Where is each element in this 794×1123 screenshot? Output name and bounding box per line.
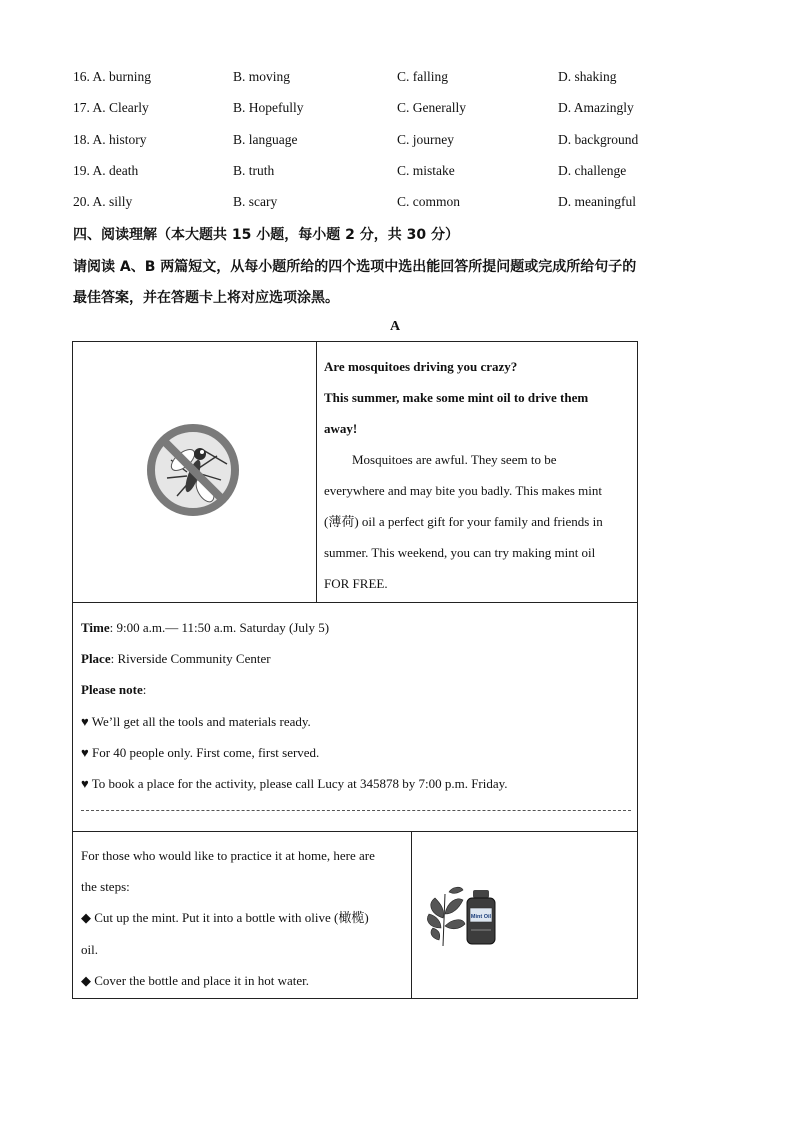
- option-d: D. meaningful: [558, 194, 636, 209]
- details-text: [81, 612, 631, 799]
- option-d: D. shaking: [558, 69, 617, 84]
- bottle-label: Mint Oil: [470, 914, 492, 920]
- column-divider: [411, 832, 412, 998]
- section-instruction-line-2: 最佳答案，并在答题卡上将对应选项涂黑。: [73, 290, 339, 306]
- mint-oil-bottle-icon: [423, 884, 509, 950]
- option-b: B. moving: [233, 69, 291, 84]
- option-c: C. journey: [397, 132, 454, 147]
- steps-intro-line-2: the steps:: [81, 879, 130, 895]
- option-row-16: [73, 69, 713, 89]
- body-line-4: summer. This weekend, you can try making mint oil: [324, 545, 596, 560]
- body-line-1: Mosquitoes are awful. They seem to be: [352, 452, 557, 467]
- note-label: Please note: [81, 682, 143, 698]
- note-colon: :: [142, 682, 147, 698]
- ad-steps-box: [72, 831, 638, 999]
- option-c: C. common: [397, 194, 460, 209]
- headline-line-3: away!: [324, 421, 358, 436]
- place-value: : Riverside Community Center: [110, 651, 271, 667]
- time-line: [81, 612, 631, 643]
- step-1-line-2: oil.: [81, 941, 98, 957]
- option-b: B. scary: [233, 194, 278, 209]
- option-row-18: [73, 132, 713, 152]
- dashed-divider: [81, 810, 631, 811]
- headline-line-2: This summer, make some mint oil to drive them: [324, 390, 589, 405]
- note-item-1: ♥ We’ll get all the tools and materials ready.: [81, 713, 311, 729]
- step-2: ◆ Cover the bottle and place it in hot water.: [81, 972, 310, 988]
- body-line-5: FOR FREE.: [324, 576, 388, 591]
- option-row-19: [73, 163, 713, 183]
- column-divider: [316, 342, 317, 602]
- steps-text: [81, 840, 406, 996]
- option-b: B. truth: [233, 163, 275, 178]
- note-item-2: ♥ For 40 people only. First come, first served.: [81, 744, 320, 760]
- time-label: Time: [81, 620, 110, 635]
- option-d: D. challenge: [558, 163, 627, 178]
- option-c: C. falling: [397, 69, 448, 84]
- note-item-3: ♥ To book a place for the activity, please call Lucy at 345878 by 7:00 p.m. Friday.: [81, 776, 508, 792]
- ad-top-box: [72, 341, 638, 603]
- steps-intro-line-1: For those who would like to practice it at home, here are: [81, 848, 375, 863]
- place-label: Place: [81, 651, 111, 667]
- option-d: D. Amazingly: [558, 100, 634, 115]
- note-line: [81, 674, 631, 705]
- option-row-17: [73, 100, 713, 120]
- option-a: 17. A. Clearly: [73, 100, 149, 115]
- section-heading: 四、阅读理解（本大题共 15 小题，每小题 2 分，共 30 分）: [73, 227, 459, 243]
- no-mosquito-image: [143, 420, 243, 520]
- headline-line-1: Are mosquitoes driving you crazy?: [324, 359, 518, 374]
- option-c: C. Generally: [397, 100, 466, 115]
- no-mosquito-icon: [143, 420, 243, 520]
- option-b: B. language: [233, 132, 298, 147]
- body-line-3: (薄荷) oil a perfect gift for your family and friends in: [324, 514, 603, 529]
- step-1-line-1: ◆ Cut up the mint. Put it into a bottle with olive (橄榄): [81, 910, 369, 926]
- section-instruction-line-1: 请阅读 A、B 两篇短文，从每小题所给的四个选项中选出能回答所提问题或完成所给句子的: [73, 259, 637, 275]
- ad-details-box: [72, 602, 638, 832]
- option-b: B. Hopefully: [233, 100, 304, 115]
- body-line-2: everywhere and may bite you badly. This makes mint: [324, 483, 602, 498]
- option-d: D. background: [558, 132, 639, 147]
- option-a: 20. A. silly: [73, 194, 133, 209]
- option-a: 18. A. history: [73, 132, 147, 147]
- mint-oil-image: [423, 884, 509, 950]
- passage-label: A: [390, 319, 401, 334]
- time-value: : 9:00 a.m.— 11:50 a.m. Saturday (July 5): [109, 620, 330, 635]
- option-row-20: [73, 194, 713, 214]
- option-a: 19. A. death: [73, 163, 139, 178]
- ad-text: [324, 351, 629, 599]
- option-a: 16. A. burning: [73, 69, 152, 84]
- option-c: C. mistake: [397, 163, 455, 178]
- place-line: [81, 643, 631, 674]
